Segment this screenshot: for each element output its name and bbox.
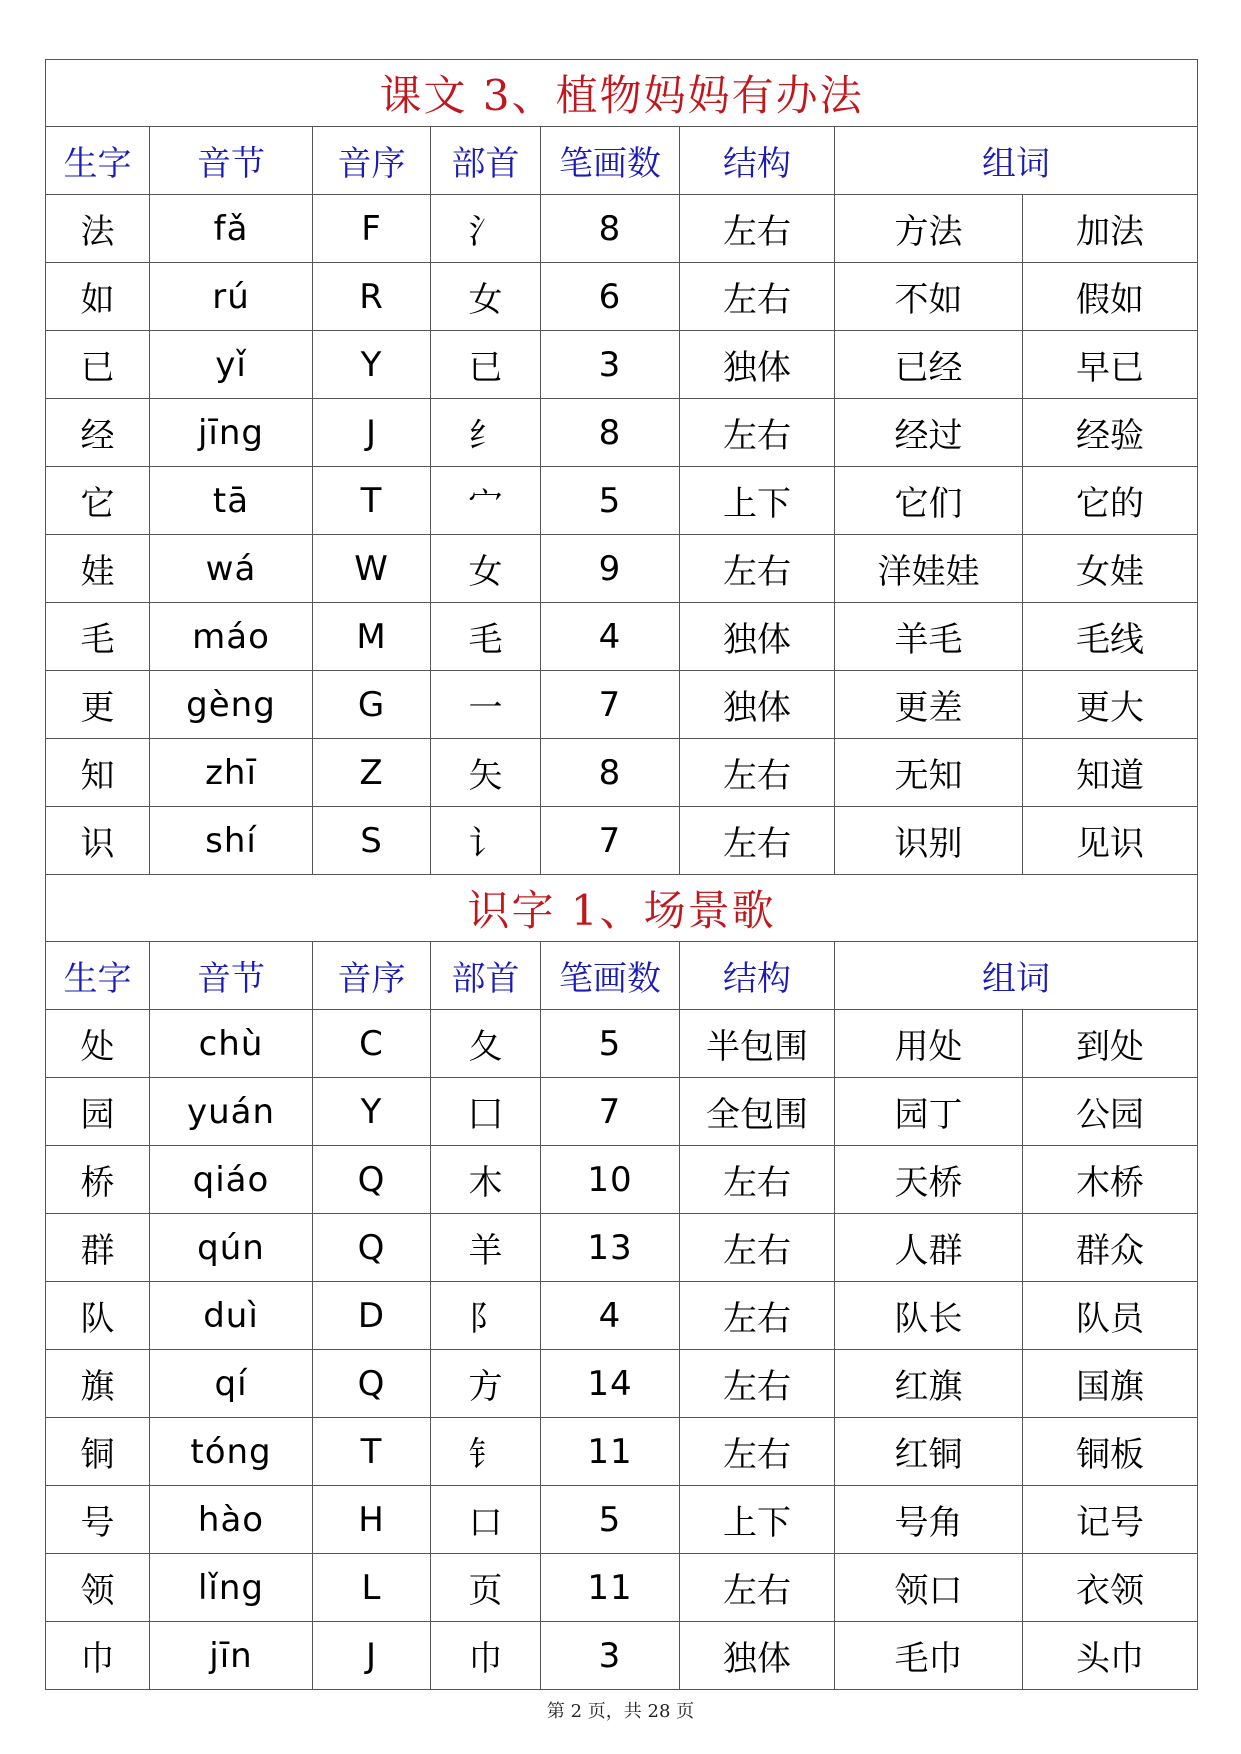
word2-cell: 见识 xyxy=(1023,807,1198,875)
pinyin-cell: qún xyxy=(150,1214,313,1282)
word2-cell: 记号 xyxy=(1023,1486,1198,1554)
strokes-cell: 6 xyxy=(541,263,680,331)
word1-cell: 羊毛 xyxy=(835,603,1023,671)
word2-cell: 到处 xyxy=(1023,1010,1198,1078)
word1-cell: 领口 xyxy=(835,1554,1023,1622)
word1-cell: 人群 xyxy=(835,1214,1023,1282)
char-cell: 领 xyxy=(46,1554,150,1622)
structure-cell: 左右 xyxy=(680,195,835,263)
table-row xyxy=(46,1554,1198,1622)
char-cell: 识 xyxy=(46,807,150,875)
header-structure: 结构 xyxy=(680,127,835,195)
word1-cell: 毛巾 xyxy=(835,1622,1023,1690)
radical-cell: 女 xyxy=(431,263,541,331)
table-row xyxy=(46,535,1198,603)
initial-cell: J xyxy=(313,399,431,467)
header-strokes: 笔画数 xyxy=(541,942,680,1010)
table-row xyxy=(46,1350,1198,1418)
char-cell: 如 xyxy=(46,263,150,331)
strokes-cell: 7 xyxy=(541,807,680,875)
radical-cell: 阝 xyxy=(431,1282,541,1350)
initial-cell: Q xyxy=(313,1214,431,1282)
char-cell: 旗 xyxy=(46,1350,150,1418)
pinyin-cell: lǐng xyxy=(150,1554,313,1622)
header-row xyxy=(46,127,1198,195)
word2-cell: 衣领 xyxy=(1023,1554,1198,1622)
word1-cell: 已经 xyxy=(835,331,1023,399)
header-strokes: 笔画数 xyxy=(541,127,680,195)
word1-cell: 红旗 xyxy=(835,1350,1023,1418)
strokes-cell: 14 xyxy=(541,1350,680,1418)
table-row xyxy=(46,467,1198,535)
word2-cell: 队员 xyxy=(1023,1282,1198,1350)
table-row xyxy=(46,739,1198,807)
radical-cell: 氵 xyxy=(431,195,541,263)
table-row xyxy=(46,263,1198,331)
structure-cell: 上下 xyxy=(680,467,835,535)
header-radical: 部首 xyxy=(431,942,541,1010)
strokes-cell: 11 xyxy=(541,1554,680,1622)
pinyin-cell: duì xyxy=(150,1282,313,1350)
structure-cell: 上下 xyxy=(680,1486,835,1554)
header-pinyin: 音节 xyxy=(150,127,313,195)
strokes-cell: 3 xyxy=(541,1622,680,1690)
structure-cell: 左右 xyxy=(680,399,835,467)
structure-cell: 半包围 xyxy=(680,1010,835,1078)
header-char: 生字 xyxy=(46,942,150,1010)
radical-cell: 宀 xyxy=(431,467,541,535)
word2-cell: 头巾 xyxy=(1023,1622,1198,1690)
initial-cell: D xyxy=(313,1282,431,1350)
strokes-cell: 5 xyxy=(541,1010,680,1078)
strokes-cell: 8 xyxy=(541,399,680,467)
table-row xyxy=(46,331,1198,399)
pinyin-cell: yǐ xyxy=(150,331,313,399)
header-initial: 音序 xyxy=(313,127,431,195)
word2-cell: 知道 xyxy=(1023,739,1198,807)
word1-cell: 不如 xyxy=(835,263,1023,331)
initial-cell: S xyxy=(313,807,431,875)
initial-cell: F xyxy=(313,195,431,263)
structure-cell: 左右 xyxy=(680,807,835,875)
word2-cell: 加法 xyxy=(1023,195,1198,263)
strokes-cell: 7 xyxy=(541,671,680,739)
word1-cell: 无知 xyxy=(835,739,1023,807)
radical-cell: 已 xyxy=(431,331,541,399)
char-cell: 已 xyxy=(46,331,150,399)
pinyin-cell: yuán xyxy=(150,1078,313,1146)
radical-cell: 毛 xyxy=(431,603,541,671)
table-row xyxy=(46,1622,1198,1690)
word2-cell: 早已 xyxy=(1023,331,1198,399)
radical-cell: 矢 xyxy=(431,739,541,807)
strokes-cell: 4 xyxy=(541,603,680,671)
char-cell: 它 xyxy=(46,467,150,535)
structure-cell: 独体 xyxy=(680,603,835,671)
word2-cell: 木桥 xyxy=(1023,1146,1198,1214)
strokes-cell: 8 xyxy=(541,739,680,807)
structure-cell: 左右 xyxy=(680,263,835,331)
initial-cell: Y xyxy=(313,331,431,399)
word1-cell: 用处 xyxy=(835,1010,1023,1078)
word1-cell: 它们 xyxy=(835,467,1023,535)
table-row xyxy=(46,671,1198,739)
initial-cell: H xyxy=(313,1486,431,1554)
structure-cell: 全包围 xyxy=(680,1078,835,1146)
word1-cell: 号角 xyxy=(835,1486,1023,1554)
word2-cell: 铜板 xyxy=(1023,1418,1198,1486)
radical-cell: 囗 xyxy=(431,1078,541,1146)
section-title: 识字 1、场景歌 xyxy=(46,875,1198,942)
word1-cell: 识别 xyxy=(835,807,1023,875)
structure-cell: 左右 xyxy=(680,739,835,807)
word2-cell: 更大 xyxy=(1023,671,1198,739)
structure-cell: 左右 xyxy=(680,1214,835,1282)
header-pinyin: 音节 xyxy=(150,942,313,1010)
initial-cell: Q xyxy=(313,1350,431,1418)
initial-cell: J xyxy=(313,1622,431,1690)
table-row xyxy=(46,1146,1198,1214)
pinyin-cell: zhī xyxy=(150,739,313,807)
radical-cell: 讠 xyxy=(431,807,541,875)
char-cell: 知 xyxy=(46,739,150,807)
word2-cell: 假如 xyxy=(1023,263,1198,331)
vocabulary-table xyxy=(45,59,1198,1690)
radical-cell: 纟 xyxy=(431,399,541,467)
strokes-cell: 7 xyxy=(541,1078,680,1146)
section-title-row xyxy=(46,875,1198,942)
word1-cell: 方法 xyxy=(835,195,1023,263)
radical-cell: 女 xyxy=(431,535,541,603)
table-row xyxy=(46,1214,1198,1282)
radical-cell: 羊 xyxy=(431,1214,541,1282)
pinyin-cell: qiáo xyxy=(150,1146,313,1214)
radical-cell: 口 xyxy=(431,1486,541,1554)
radical-cell: 木 xyxy=(431,1146,541,1214)
header-words: 组词 xyxy=(835,127,1198,195)
word2-cell: 女娃 xyxy=(1023,535,1198,603)
table-row xyxy=(46,1418,1198,1486)
initial-cell: R xyxy=(313,263,431,331)
pinyin-cell: wá xyxy=(150,535,313,603)
char-cell: 娃 xyxy=(46,535,150,603)
word2-cell: 毛线 xyxy=(1023,603,1198,671)
table-body xyxy=(46,60,1198,1690)
strokes-cell: 8 xyxy=(541,195,680,263)
word2-cell: 公园 xyxy=(1023,1078,1198,1146)
radical-cell: 巾 xyxy=(431,1622,541,1690)
header-structure: 结构 xyxy=(680,942,835,1010)
radical-cell: 页 xyxy=(431,1554,541,1622)
pinyin-cell: shí xyxy=(150,807,313,875)
word2-cell: 经验 xyxy=(1023,399,1198,467)
structure-cell: 独体 xyxy=(680,671,835,739)
section-title-row xyxy=(46,60,1198,127)
structure-cell: 左右 xyxy=(680,1418,835,1486)
pinyin-cell: jīng xyxy=(150,399,313,467)
initial-cell: M xyxy=(313,603,431,671)
radical-cell: 夂 xyxy=(431,1010,541,1078)
char-cell: 处 xyxy=(46,1010,150,1078)
initial-cell: T xyxy=(313,1418,431,1486)
char-cell: 群 xyxy=(46,1214,150,1282)
word1-cell: 红铜 xyxy=(835,1418,1023,1486)
word1-cell: 经过 xyxy=(835,399,1023,467)
strokes-cell: 11 xyxy=(541,1418,680,1486)
char-cell: 经 xyxy=(46,399,150,467)
char-cell: 铜 xyxy=(46,1418,150,1486)
table-row xyxy=(46,399,1198,467)
header-row xyxy=(46,942,1198,1010)
char-cell: 队 xyxy=(46,1282,150,1350)
pinyin-cell: chù xyxy=(150,1010,313,1078)
structure-cell: 左右 xyxy=(680,1146,835,1214)
word1-cell: 洋娃娃 xyxy=(835,535,1023,603)
table-row xyxy=(46,195,1198,263)
strokes-cell: 13 xyxy=(541,1214,680,1282)
pinyin-cell: tóng xyxy=(150,1418,313,1486)
table-row xyxy=(46,807,1198,875)
char-cell: 毛 xyxy=(46,603,150,671)
char-cell: 法 xyxy=(46,195,150,263)
header-char: 生字 xyxy=(46,127,150,195)
char-cell: 更 xyxy=(46,671,150,739)
char-cell: 园 xyxy=(46,1078,150,1146)
initial-cell: Z xyxy=(313,739,431,807)
pinyin-cell: gèng xyxy=(150,671,313,739)
word1-cell: 队长 xyxy=(835,1282,1023,1350)
word1-cell: 园丁 xyxy=(835,1078,1023,1146)
structure-cell: 独体 xyxy=(680,1622,835,1690)
strokes-cell: 10 xyxy=(541,1146,680,1214)
structure-cell: 左右 xyxy=(680,1282,835,1350)
char-cell: 巾 xyxy=(46,1622,150,1690)
table-row xyxy=(46,1078,1198,1146)
word2-cell: 国旗 xyxy=(1023,1350,1198,1418)
section-title: 课文 3、植物妈妈有办法 xyxy=(46,60,1198,127)
char-cell: 号 xyxy=(46,1486,150,1554)
structure-cell: 独体 xyxy=(680,331,835,399)
table-row xyxy=(46,1282,1198,1350)
table-row xyxy=(46,1486,1198,1554)
structure-cell: 左右 xyxy=(680,1554,835,1622)
word1-cell: 更差 xyxy=(835,671,1023,739)
header-initial: 音序 xyxy=(313,942,431,1010)
table-row xyxy=(46,603,1198,671)
pinyin-cell: jīn xyxy=(150,1622,313,1690)
char-cell: 桥 xyxy=(46,1146,150,1214)
initial-cell: T xyxy=(313,467,431,535)
pinyin-cell: qí xyxy=(150,1350,313,1418)
header-radical: 部首 xyxy=(431,127,541,195)
word1-cell: 天桥 xyxy=(835,1146,1023,1214)
initial-cell: Q xyxy=(313,1146,431,1214)
initial-cell: Y xyxy=(313,1078,431,1146)
header-words: 组词 xyxy=(835,942,1198,1010)
radical-cell: 一 xyxy=(431,671,541,739)
radical-cell: 钅 xyxy=(431,1418,541,1486)
pinyin-cell: tā xyxy=(150,467,313,535)
initial-cell: G xyxy=(313,671,431,739)
initial-cell: L xyxy=(313,1554,431,1622)
table-row xyxy=(46,1010,1198,1078)
strokes-cell: 5 xyxy=(541,1486,680,1554)
structure-cell: 左右 xyxy=(680,1350,835,1418)
radical-cell: 方 xyxy=(431,1350,541,1418)
initial-cell: C xyxy=(313,1010,431,1078)
strokes-cell: 9 xyxy=(541,535,680,603)
pinyin-cell: fǎ xyxy=(150,195,313,263)
strokes-cell: 4 xyxy=(541,1282,680,1350)
initial-cell: W xyxy=(313,535,431,603)
strokes-cell: 3 xyxy=(541,331,680,399)
pinyin-cell: rú xyxy=(150,263,313,331)
page-footer: 第 2 页，共 28 页 xyxy=(546,1701,695,1722)
strokes-cell: 5 xyxy=(541,467,680,535)
pinyin-cell: hào xyxy=(150,1486,313,1554)
word2-cell: 它的 xyxy=(1023,467,1198,535)
structure-cell: 左右 xyxy=(680,535,835,603)
word2-cell: 群众 xyxy=(1023,1214,1198,1282)
pinyin-cell: máo xyxy=(150,603,313,671)
